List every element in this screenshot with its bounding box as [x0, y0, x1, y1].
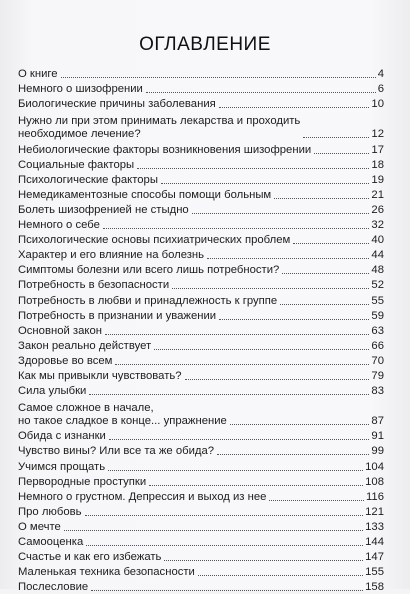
toc-entry-title	[18, 581, 88, 594]
toc-entry	[18, 323, 384, 338]
dot-leader	[219, 106, 370, 108]
toc-page-number: 147	[365, 551, 384, 564]
table-of-contents	[18, 66, 384, 594]
dot-leader	[219, 318, 369, 320]
toc-page-number: 26	[371, 203, 384, 216]
toc-entry-title	[18, 279, 169, 292]
toc-entry	[18, 81, 384, 96]
toc-entry-title	[18, 144, 311, 157]
toc-entry	[18, 504, 384, 519]
toc-entry	[18, 368, 384, 383]
toc-entry-line: Немного о шизофрении	[18, 83, 143, 96]
dot-leader	[314, 152, 369, 154]
toc-entry-title	[18, 234, 290, 247]
toc-page-number: 91	[371, 430, 384, 443]
toc-entry-title	[18, 370, 182, 383]
toc-entry-line: Нужно ли при этом принимать лекарства и проходить	[18, 115, 301, 128]
toc-entry-line: Социальные факторы	[18, 158, 135, 171]
toc-entry-line: Маленькая техника безопасности	[18, 566, 195, 579]
toc-entry-line: Психологические факторы	[18, 173, 158, 186]
toc-entry-title	[18, 98, 216, 111]
dot-leader	[109, 438, 370, 440]
toc-entry-line: Счастье и как его избежать	[18, 551, 162, 564]
toc-entry	[18, 202, 384, 217]
toc-entry-line: Закон реально действует	[18, 339, 152, 352]
toc-entry-title	[18, 174, 158, 187]
toc-entry-title	[18, 68, 58, 81]
toc-entry-line: Немедикаментозные способы помощи больным	[18, 188, 272, 201]
toc-page-number: 87	[371, 415, 384, 428]
dot-leader	[164, 559, 363, 561]
toc-entry-line: но такое сладкое в конце... упражнение	[18, 415, 227, 428]
dot-leader	[207, 257, 369, 259]
toc-entry-line: Послесловие	[18, 581, 89, 594]
toc-page-number: 158	[365, 581, 384, 594]
toc-entry-title	[18, 340, 151, 353]
toc-page-number: 12	[371, 128, 384, 141]
dot-leader	[85, 514, 364, 516]
toc-page-number: 66	[371, 339, 384, 352]
toc-entry	[18, 534, 384, 549]
toc-entry	[18, 338, 384, 353]
toc-entry-title	[18, 115, 300, 141]
toc-page-number: 155	[365, 566, 384, 579]
toc-entry	[18, 458, 384, 473]
toc-entry	[18, 519, 384, 534]
toc-page-number: 21	[371, 188, 384, 201]
toc-page-number: 17	[371, 143, 384, 156]
dot-leader	[269, 499, 364, 501]
toc-entry-line: Психологические основы психиатрических проблем	[18, 234, 291, 247]
dot-leader	[91, 589, 363, 591]
toc-entry-line: О мечте	[18, 520, 61, 533]
dot-leader	[185, 378, 370, 380]
toc-entry	[18, 443, 384, 458]
toc-page-number: 52	[371, 279, 384, 292]
toc-page-number: 79	[371, 369, 384, 382]
toc-entry-title	[18, 521, 61, 534]
toc-entry	[18, 428, 384, 443]
dot-leader	[274, 197, 369, 199]
toc-entry	[18, 187, 384, 202]
toc-entry-title	[18, 430, 106, 443]
dot-leader	[280, 303, 369, 305]
toc-entry-line: Небиологические факторы возникновения шизофрении	[18, 143, 312, 156]
toc-page-number: 18	[371, 158, 384, 171]
dot-leader	[217, 453, 369, 455]
dot-leader	[293, 242, 369, 244]
toc-entry-line: Симптомы болезни или всего лишь потребности?	[18, 264, 280, 277]
toc-entry-line: Про любовь	[18, 505, 82, 518]
toc-page-number: 19	[371, 173, 384, 186]
toc-entry-title	[18, 461, 105, 474]
toc-entry-title	[18, 402, 227, 428]
toc-entry	[18, 383, 384, 398]
toc-entry-title	[18, 325, 102, 338]
toc-entry	[18, 474, 384, 489]
toc-entry-line: Самооценка	[18, 536, 84, 548]
toc-entry-line: Потребность в любви и принадлежность к группе	[18, 294, 278, 307]
toc-entry-title	[18, 219, 100, 232]
toc-entry-title	[18, 445, 214, 458]
toc-page-number: 44	[371, 249, 384, 262]
dot-leader	[64, 529, 363, 531]
dot-leader	[108, 469, 363, 471]
toc-page-number: 116	[365, 490, 384, 503]
dot-leader	[303, 136, 369, 138]
toc-entry-line: Биологические причины заболевания	[18, 98, 216, 111]
toc-entry	[18, 549, 384, 564]
toc-entry-line: Учимся прощать	[18, 460, 106, 473]
toc-entry-title	[18, 355, 112, 368]
toc-page-number: 55	[371, 294, 384, 307]
toc-entry	[18, 579, 384, 594]
toc-page-number: 32	[371, 219, 384, 232]
dot-leader	[61, 76, 376, 78]
toc-entry-line: Сила улыбки	[18, 385, 87, 398]
dot-leader	[154, 348, 369, 350]
toc-entry	[18, 96, 384, 111]
dot-leader	[149, 484, 363, 486]
toc-entry	[18, 217, 384, 232]
toc-entry-title	[18, 264, 279, 277]
toc-entry	[18, 157, 384, 172]
toc-entry-title	[18, 159, 134, 172]
toc-entry-line: Немного о себе	[18, 219, 100, 232]
toc-entry-line: необходимое лечение?	[18, 128, 141, 141]
dot-leader	[198, 574, 363, 576]
toc-entry	[18, 172, 384, 187]
toc-page-number: 6	[377, 83, 384, 96]
toc-entry-title	[18, 189, 271, 202]
toc-entry	[18, 262, 384, 277]
toc-entry	[18, 308, 384, 323]
toc-entry-title	[18, 204, 189, 217]
toc-entry-line: Болеть шизофренией не стыдно	[18, 203, 189, 216]
toc-page-number: 144	[365, 536, 384, 548]
toc-entry-line: Как мы привыкли чувствовать?	[18, 369, 182, 382]
toc-page-number: 4	[377, 68, 384, 81]
dot-leader	[161, 182, 369, 184]
toc-entry	[18, 398, 384, 428]
dot-leader	[137, 167, 369, 169]
toc-entry-title	[18, 491, 266, 504]
toc-entry-line: Самое сложное в начале,	[18, 402, 154, 415]
dot-leader	[146, 91, 376, 93]
dot-leader	[103, 227, 370, 229]
toc-page-number: 121	[365, 505, 384, 518]
toc-entry-title	[18, 310, 216, 323]
toc-entry-line: Здоровье во всем	[18, 354, 113, 367]
toc-page-number: 63	[371, 324, 384, 337]
dot-leader	[192, 212, 370, 214]
toc-entry	[18, 66, 384, 81]
toc-page-number: 133	[365, 520, 384, 533]
toc-entry	[18, 353, 384, 368]
toc-page-number: 104	[365, 460, 384, 473]
toc-page-number: 108	[365, 475, 384, 488]
toc-entry	[18, 232, 384, 247]
toc-entry-title	[18, 295, 277, 308]
toc-page-number: 59	[371, 309, 384, 322]
toc-entry-title	[18, 506, 82, 519]
toc-entry	[18, 292, 384, 307]
toc-entry	[18, 489, 384, 504]
toc-entry-line: Чувство вины? Или все та же обида?	[18, 445, 215, 458]
toc-entry-line: Первородные проступки	[18, 475, 147, 488]
dot-leader	[89, 393, 369, 395]
toc-entry-title	[18, 385, 86, 398]
toc-entry-line: Потребность в безопасности	[18, 279, 170, 292]
dot-leader	[172, 287, 369, 289]
toc-page-number: 83	[371, 385, 384, 398]
toc-entry-title	[18, 551, 161, 564]
toc-entry	[18, 277, 384, 292]
toc-entry	[18, 111, 384, 141]
toc-entry-line: Немного о грустном. Депрессия и выход из нее	[18, 490, 267, 503]
dot-leader	[230, 423, 370, 425]
dot-leader	[282, 272, 369, 274]
toc-entry-title	[18, 476, 146, 489]
toc-entry	[18, 564, 384, 579]
toc-entry-line: Обида с изнанки	[18, 430, 106, 443]
toc-page-number: 70	[371, 354, 384, 367]
toc-entry-line: Характер и его влияние на болезнь	[18, 249, 205, 262]
toc-page-number: 48	[371, 264, 384, 277]
toc-page-number: 40	[371, 234, 384, 247]
toc-entry-title	[18, 566, 195, 579]
toc-page-number: 10	[371, 98, 384, 111]
toc-entry	[18, 141, 384, 156]
toc-entry-line: О книге	[18, 68, 58, 81]
dot-leader	[115, 363, 369, 365]
dot-leader	[105, 333, 369, 335]
toc-entry-title	[18, 249, 204, 262]
toc-entry-title	[18, 536, 83, 549]
toc-entry-line: Потребность в признании и уважении	[18, 309, 217, 322]
toc-entry	[18, 247, 384, 262]
page-title: ОГЛАВЛЕНИЕ	[139, 34, 271, 55]
toc-page-number: 99	[371, 445, 384, 458]
dot-leader	[86, 544, 363, 546]
toc-entry-line: Основной закон	[18, 324, 102, 337]
toc-entry-title	[18, 83, 143, 96]
